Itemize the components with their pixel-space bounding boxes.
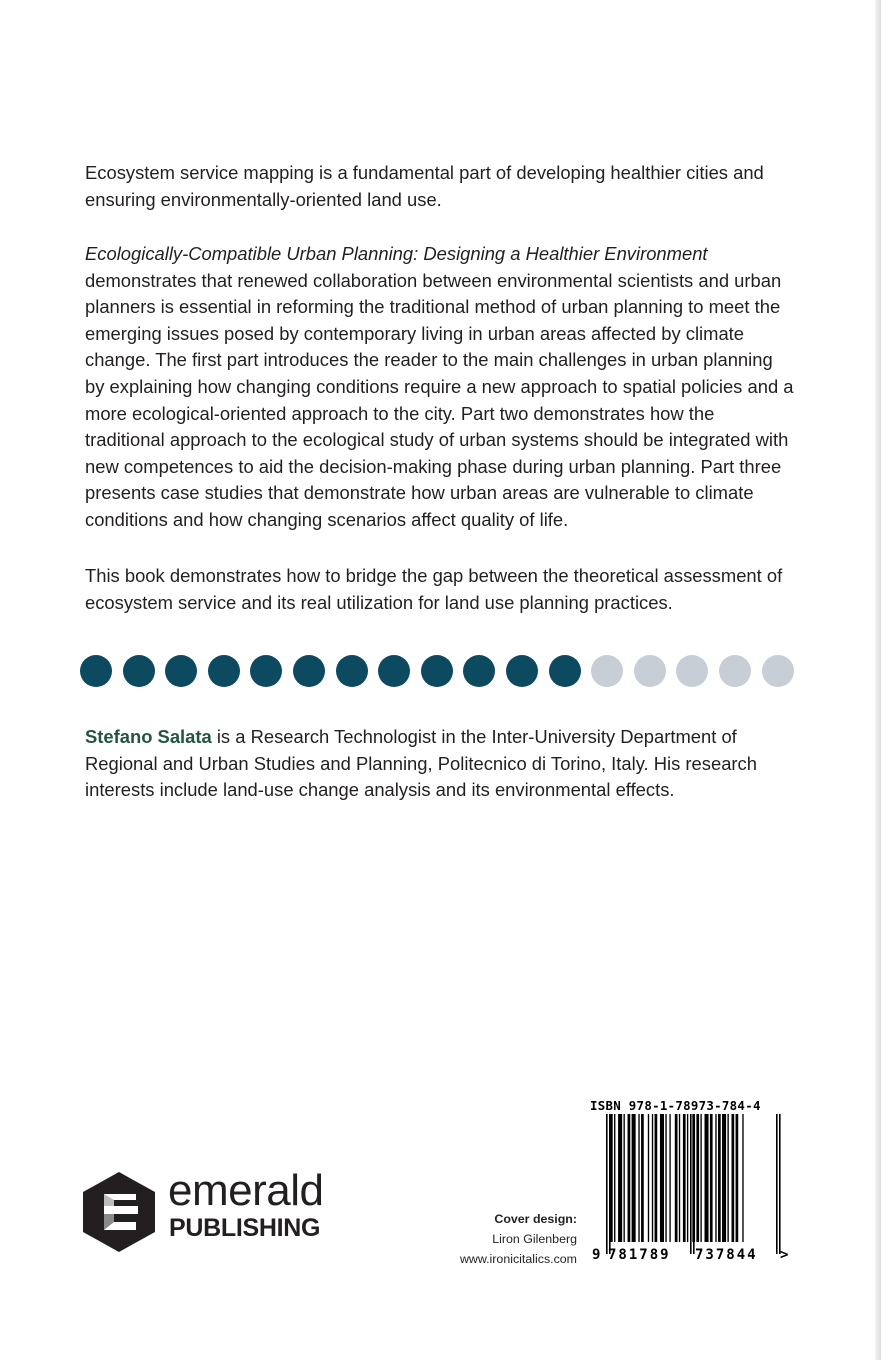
- isbn-barcode: [590, 1114, 790, 1264]
- divider-dot-filled: [123, 655, 155, 687]
- isbn-label: ISBN 978-1-78973-784-4: [590, 1098, 761, 1113]
- divider-dot-filled: [421, 655, 453, 687]
- divider-dot-filled: [336, 655, 368, 687]
- barcode-bar: [610, 1114, 613, 1242]
- barcode-bar: [718, 1114, 721, 1242]
- divider-dot-filled: [463, 655, 495, 687]
- author-bio: [85, 724, 795, 804]
- barcode-bar: [675, 1114, 678, 1242]
- divider-dot-empty: [591, 655, 623, 687]
- barcode-bar: [655, 1114, 658, 1242]
- barcode-guard-bar: [690, 1114, 692, 1254]
- barcode-bar: [736, 1114, 739, 1242]
- barcode-bar: [632, 1114, 636, 1242]
- page-edge-shadow: [875, 0, 881, 1360]
- divider-dot-filled: [378, 655, 410, 687]
- barcode-bar: [618, 1114, 622, 1242]
- blurb-closing: [85, 563, 795, 616]
- barcode-bar: [683, 1114, 686, 1242]
- progress-dot-divider: [80, 655, 800, 687]
- barcode-bar: [696, 1114, 699, 1242]
- blurb-intro-text: Ecosystem service mapping is a fundamental part of developing healthier cities and ensuring environmentally-oriented land use.: [85, 162, 764, 210]
- cover-designer-name: Liron Gilenberg: [492, 1232, 577, 1246]
- barcode-bar: [710, 1114, 713, 1242]
- barcode-bar: [705, 1114, 709, 1242]
- cover-design-credits: [460, 1209, 577, 1269]
- barcode-guard-bar: [606, 1114, 608, 1254]
- author-name: Stefano Salata: [85, 726, 212, 747]
- barcode-bar: [700, 1114, 701, 1242]
- barcode-bar: [638, 1114, 639, 1242]
- divider-dot-filled: [165, 655, 197, 687]
- barcode-bar: [641, 1114, 644, 1242]
- divider-dot-empty: [676, 655, 708, 687]
- publisher-name: emerald: [168, 1166, 324, 1215]
- barcode-bar: [722, 1114, 726, 1242]
- divider-dot-filled: [208, 655, 240, 687]
- barcode-guard-bar: [776, 1114, 778, 1254]
- barcode-left-digits: 781789: [608, 1247, 671, 1263]
- divider-dot-filled: [506, 655, 538, 687]
- cover-designer-website: www.ironicitalics.com: [459, 1252, 577, 1266]
- barcode-bar: [652, 1114, 653, 1242]
- blurb-main: [85, 241, 795, 534]
- blurb-intro: [85, 160, 795, 213]
- barcode-guard-bar: [779, 1114, 781, 1254]
- barcode-bar: [742, 1114, 743, 1242]
- barcode-bar: [614, 1114, 615, 1242]
- divider-dot-filled: [293, 655, 325, 687]
- emerald-publishing-logo: [80, 1166, 340, 1254]
- barcode-guard-bar: [693, 1114, 695, 1254]
- barcode-lead-digit: 9: [592, 1247, 601, 1263]
- barcode-bar: [732, 1114, 735, 1242]
- blurb-main-body: demonstrates that renewed collaboration between environmental scientists and urban planners is essential in reforming the traditional method of urban planning to meet the emerging issues posed by contemporary living in urban areas affected by climate change. The first part introduces the reader to the main challenges in urban planning by explaining how changing conditions require a new approach to spatial policies and a more ecological-oriented approach to the city. Part two demonstrates how the traditional approach to the ecological study of urban systems should be integrated with new competences to aid the decision-making phase during urban planning. Part three presents case studies that demonstrate how urban areas are vulnerable to climate conditions and how changing scenarios affect quality of life.: [85, 269, 794, 530]
- book-title: Ecologically-Compatible Urban Planning: Designing a Healthier Environment: [85, 243, 708, 264]
- barcode-bar: [679, 1114, 680, 1242]
- publisher-subline: PUBLISHING: [169, 1214, 321, 1242]
- barcode-right-digits: 737844: [695, 1247, 758, 1263]
- cover-design-label: Cover design:: [494, 1212, 577, 1226]
- emerald-logo-icon: [80, 1170, 158, 1254]
- divider-dot-empty: [762, 655, 794, 687]
- barcode-bar: [669, 1114, 670, 1242]
- barcode-bar: [660, 1114, 664, 1242]
- divider-dot-filled: [549, 655, 581, 687]
- barcode-bar: [648, 1114, 649, 1242]
- barcode-bar: [687, 1114, 688, 1242]
- barcode-quiet-zone-marker: >: [780, 1247, 789, 1263]
- barcode-bar: [665, 1114, 666, 1242]
- blurb-closing-text: This book demonstrates how to bridge the gap between the theoretical assessment of ecosystem service and its real utilization for land use planning practices.: [85, 565, 783, 613]
- divider-dot-filled: [250, 655, 282, 687]
- barcode-bar: [624, 1114, 625, 1242]
- divider-dot-empty: [634, 655, 666, 687]
- barcode-bars: [606, 1114, 781, 1254]
- divider-dot-filled: [80, 655, 112, 687]
- barcode-bar: [628, 1114, 631, 1242]
- barcode-bar: [715, 1114, 716, 1242]
- author-bio-text: is a Research Technologist in the Inter-University Department of Regional and Urban Studies and Planning, Politecnico di Torino, Italy. His research interests include land-use change analysis and its environmental effects.: [85, 726, 757, 801]
- divider-dot-empty: [719, 655, 751, 687]
- barcode-bar: [727, 1114, 728, 1242]
- blurb-main-text: [85, 241, 795, 534]
